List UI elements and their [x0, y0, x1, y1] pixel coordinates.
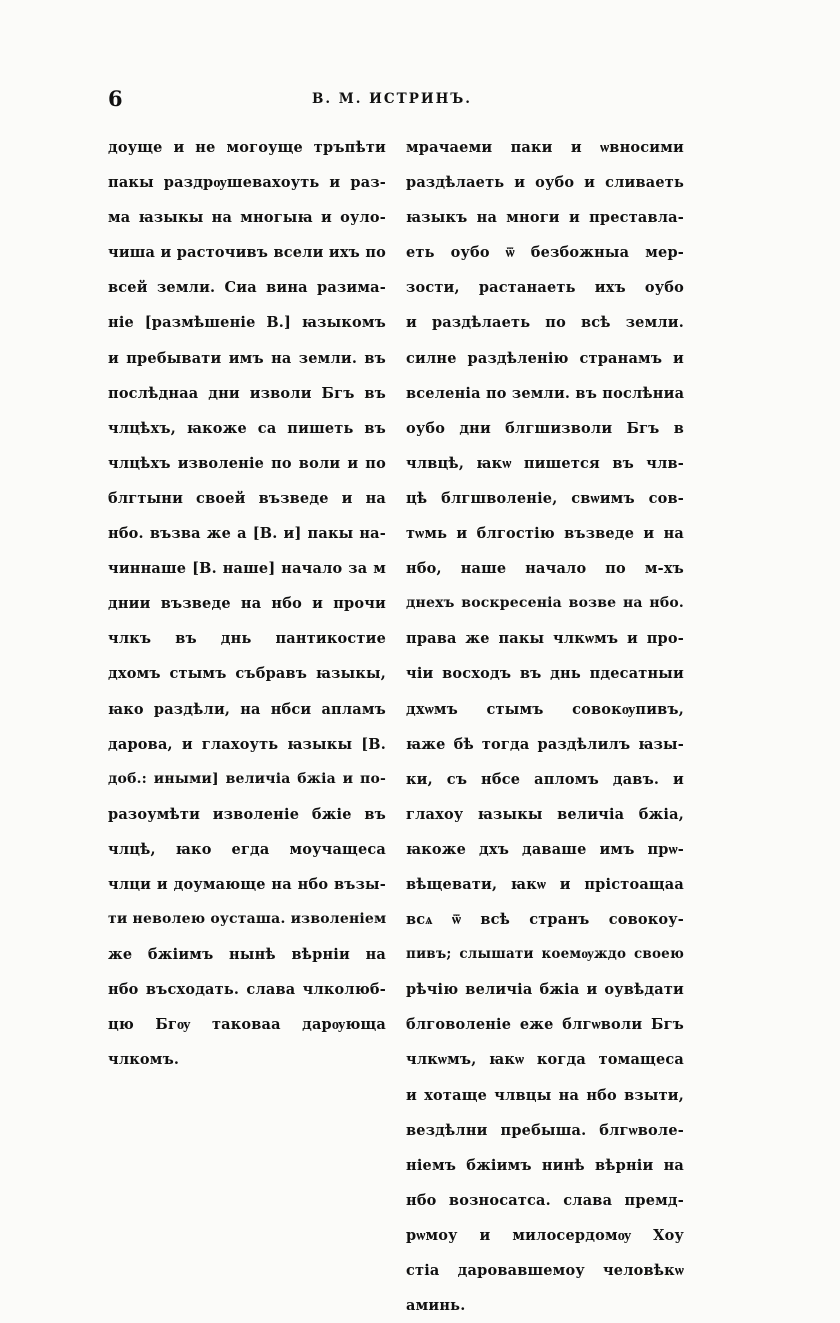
text-line: днии възведе на нбо и прочи	[108, 595, 386, 613]
text-line: члцѣхъ изволеніе по воли и по	[108, 454, 386, 472]
text-line: дарова, и глахоуть ꙗзыкы [В.	[108, 735, 386, 753]
text-line: стіа даровавшемоу человѣкѡ	[406, 1262, 684, 1279]
text-line: ꙗже бѣ тогда раздѣлилъ ꙗзы-	[406, 735, 684, 753]
text-line: дхѡмъ стымъ совокѹпивъ,	[406, 700, 684, 718]
text-line: пакы раздрѹшевахоуть и раз-	[108, 174, 386, 192]
text-line: ма ꙗзыкы на многыꙗ и оуло-	[108, 209, 386, 227]
text-line: еть оубо ѿ безбожныа мер-	[406, 244, 684, 262]
text-line: чіи восходъ въ днь пдесатныи	[406, 665, 684, 683]
right-text-column	[406, 130, 684, 1323]
text-line: нбо. възва же а [В. и] пакы на-	[108, 525, 386, 543]
text-line: чиша и расточивъ всели ихъ по	[108, 244, 386, 262]
text-line: вселеніа по земли. въ послѣниа	[406, 384, 685, 402]
running-title: В. М. ИСТРИНЪ.	[312, 91, 472, 107]
page-number: 6	[108, 86, 123, 111]
text-line: ꙗкоже дхъ даваше имъ прѡ-	[406, 840, 684, 858]
text-line: тѡмь и блгостію възведе и на	[406, 525, 684, 543]
text-line: всѧ ѿ всѣ странъ совокоу-	[406, 911, 684, 929]
text-line: члкомъ.	[108, 1051, 180, 1069]
text-line: всей земли. Сиа вина разима-	[108, 279, 386, 297]
text-line: нбо возносатса. слава премд-	[406, 1191, 684, 1209]
text-line: ꙗзыкъ на многи и преставла-	[406, 209, 684, 227]
text-line: чиннаше [В. наше] начало за м	[108, 560, 386, 578]
text-line: члвцѣ, ꙗкѡ пишется въ члв-	[406, 454, 684, 472]
text-line: члкѡмъ, ꙗкѡ когда томащеса	[406, 1051, 684, 1069]
text-line: нбо въсходать. слава члколюб-	[108, 981, 386, 999]
text-line: члкъ въ днь пантикостие	[108, 630, 386, 648]
text-line: дхомъ стымъ събравъ ꙗзыкы,	[108, 665, 386, 683]
text-line: цю Бгѹ таковаа дарѹюща	[108, 1016, 386, 1034]
text-line: доб.: иными] величіа бжіа и по-	[108, 770, 386, 787]
text-line: доуще и не могоуще тръпѣти	[108, 139, 386, 156]
text-line: члци и доумающе на нбо възы-	[108, 875, 386, 893]
text-line: мрачаеми паки и ѡвносими	[406, 139, 684, 156]
text-line: блговоленіе еже блгѡволи Бгъ	[406, 1016, 684, 1034]
text-line: цѣ блгшволеніе, свѡимъ сов-	[406, 489, 684, 507]
text-line: члцѣхъ, ꙗкоже са пишеть въ	[108, 419, 386, 437]
text-line: глахоу ꙗзыкы величіа бжіа,	[406, 805, 684, 823]
text-line: ки, съ нбсе апломъ давъ. и	[406, 770, 684, 788]
text-line: днехъ воскресеніа возве на нбо.	[406, 595, 684, 612]
text-line: ꙗко раздѣли, на нбси апламъ	[108, 700, 386, 718]
text-line: силне раздѣленію странамъ и	[406, 349, 684, 367]
text-line: пивъ; слышати коемѹждо своею	[406, 946, 684, 963]
text-line: рѣчію величіа бжіа и оувѣдати	[406, 981, 684, 999]
text-line: и пребывати имъ на земли. въ	[108, 349, 386, 367]
text-line: блгтыни своей възведе и на	[108, 489, 386, 507]
text-line: вездѣлни пребыша. блгѡволе-	[406, 1121, 684, 1139]
text-line: члцѣ, ꙗко егда моучащеса	[108, 840, 386, 858]
text-line: и раздѣлаеть по всѣ земли.	[406, 314, 684, 332]
text-line: права же пакы члкѡмъ и про-	[406, 630, 684, 648]
text-line: послѣднаа дни изволи Бгъ въ	[108, 384, 386, 402]
text-line: зости, растанаеть ихъ оубо	[406, 279, 684, 297]
text-line: оубо дни блгшизволи Бгъ в	[406, 419, 684, 437]
left-text-column	[108, 130, 386, 1078]
text-line: ти неволею оусташа. изволеніем	[108, 911, 387, 928]
text-line: раздѣлаеть и оубо и сливаеть	[406, 174, 684, 192]
text-line: ніе [размѣшеніе В.] ꙗзыкомъ	[108, 314, 386, 332]
text-line: же бжіимъ нынѣ вѣрніи на	[108, 946, 386, 964]
text-line: и хотаще члвцы на нбо взыти,	[406, 1086, 684, 1104]
text-line: вѣщевати, ꙗкѡ и прістоащаа	[406, 875, 684, 893]
text-line: разоумѣти изволеніе бжіе въ	[108, 805, 386, 823]
text-line: ніемъ бжіимъ нинѣ вѣрніи на	[406, 1156, 684, 1174]
text-line: рѡмоу и милосердомѹ Хоу	[406, 1226, 684, 1244]
text-line: нбо, наше начало по м-хъ	[406, 560, 684, 578]
text-line: аминь.	[406, 1297, 466, 1315]
